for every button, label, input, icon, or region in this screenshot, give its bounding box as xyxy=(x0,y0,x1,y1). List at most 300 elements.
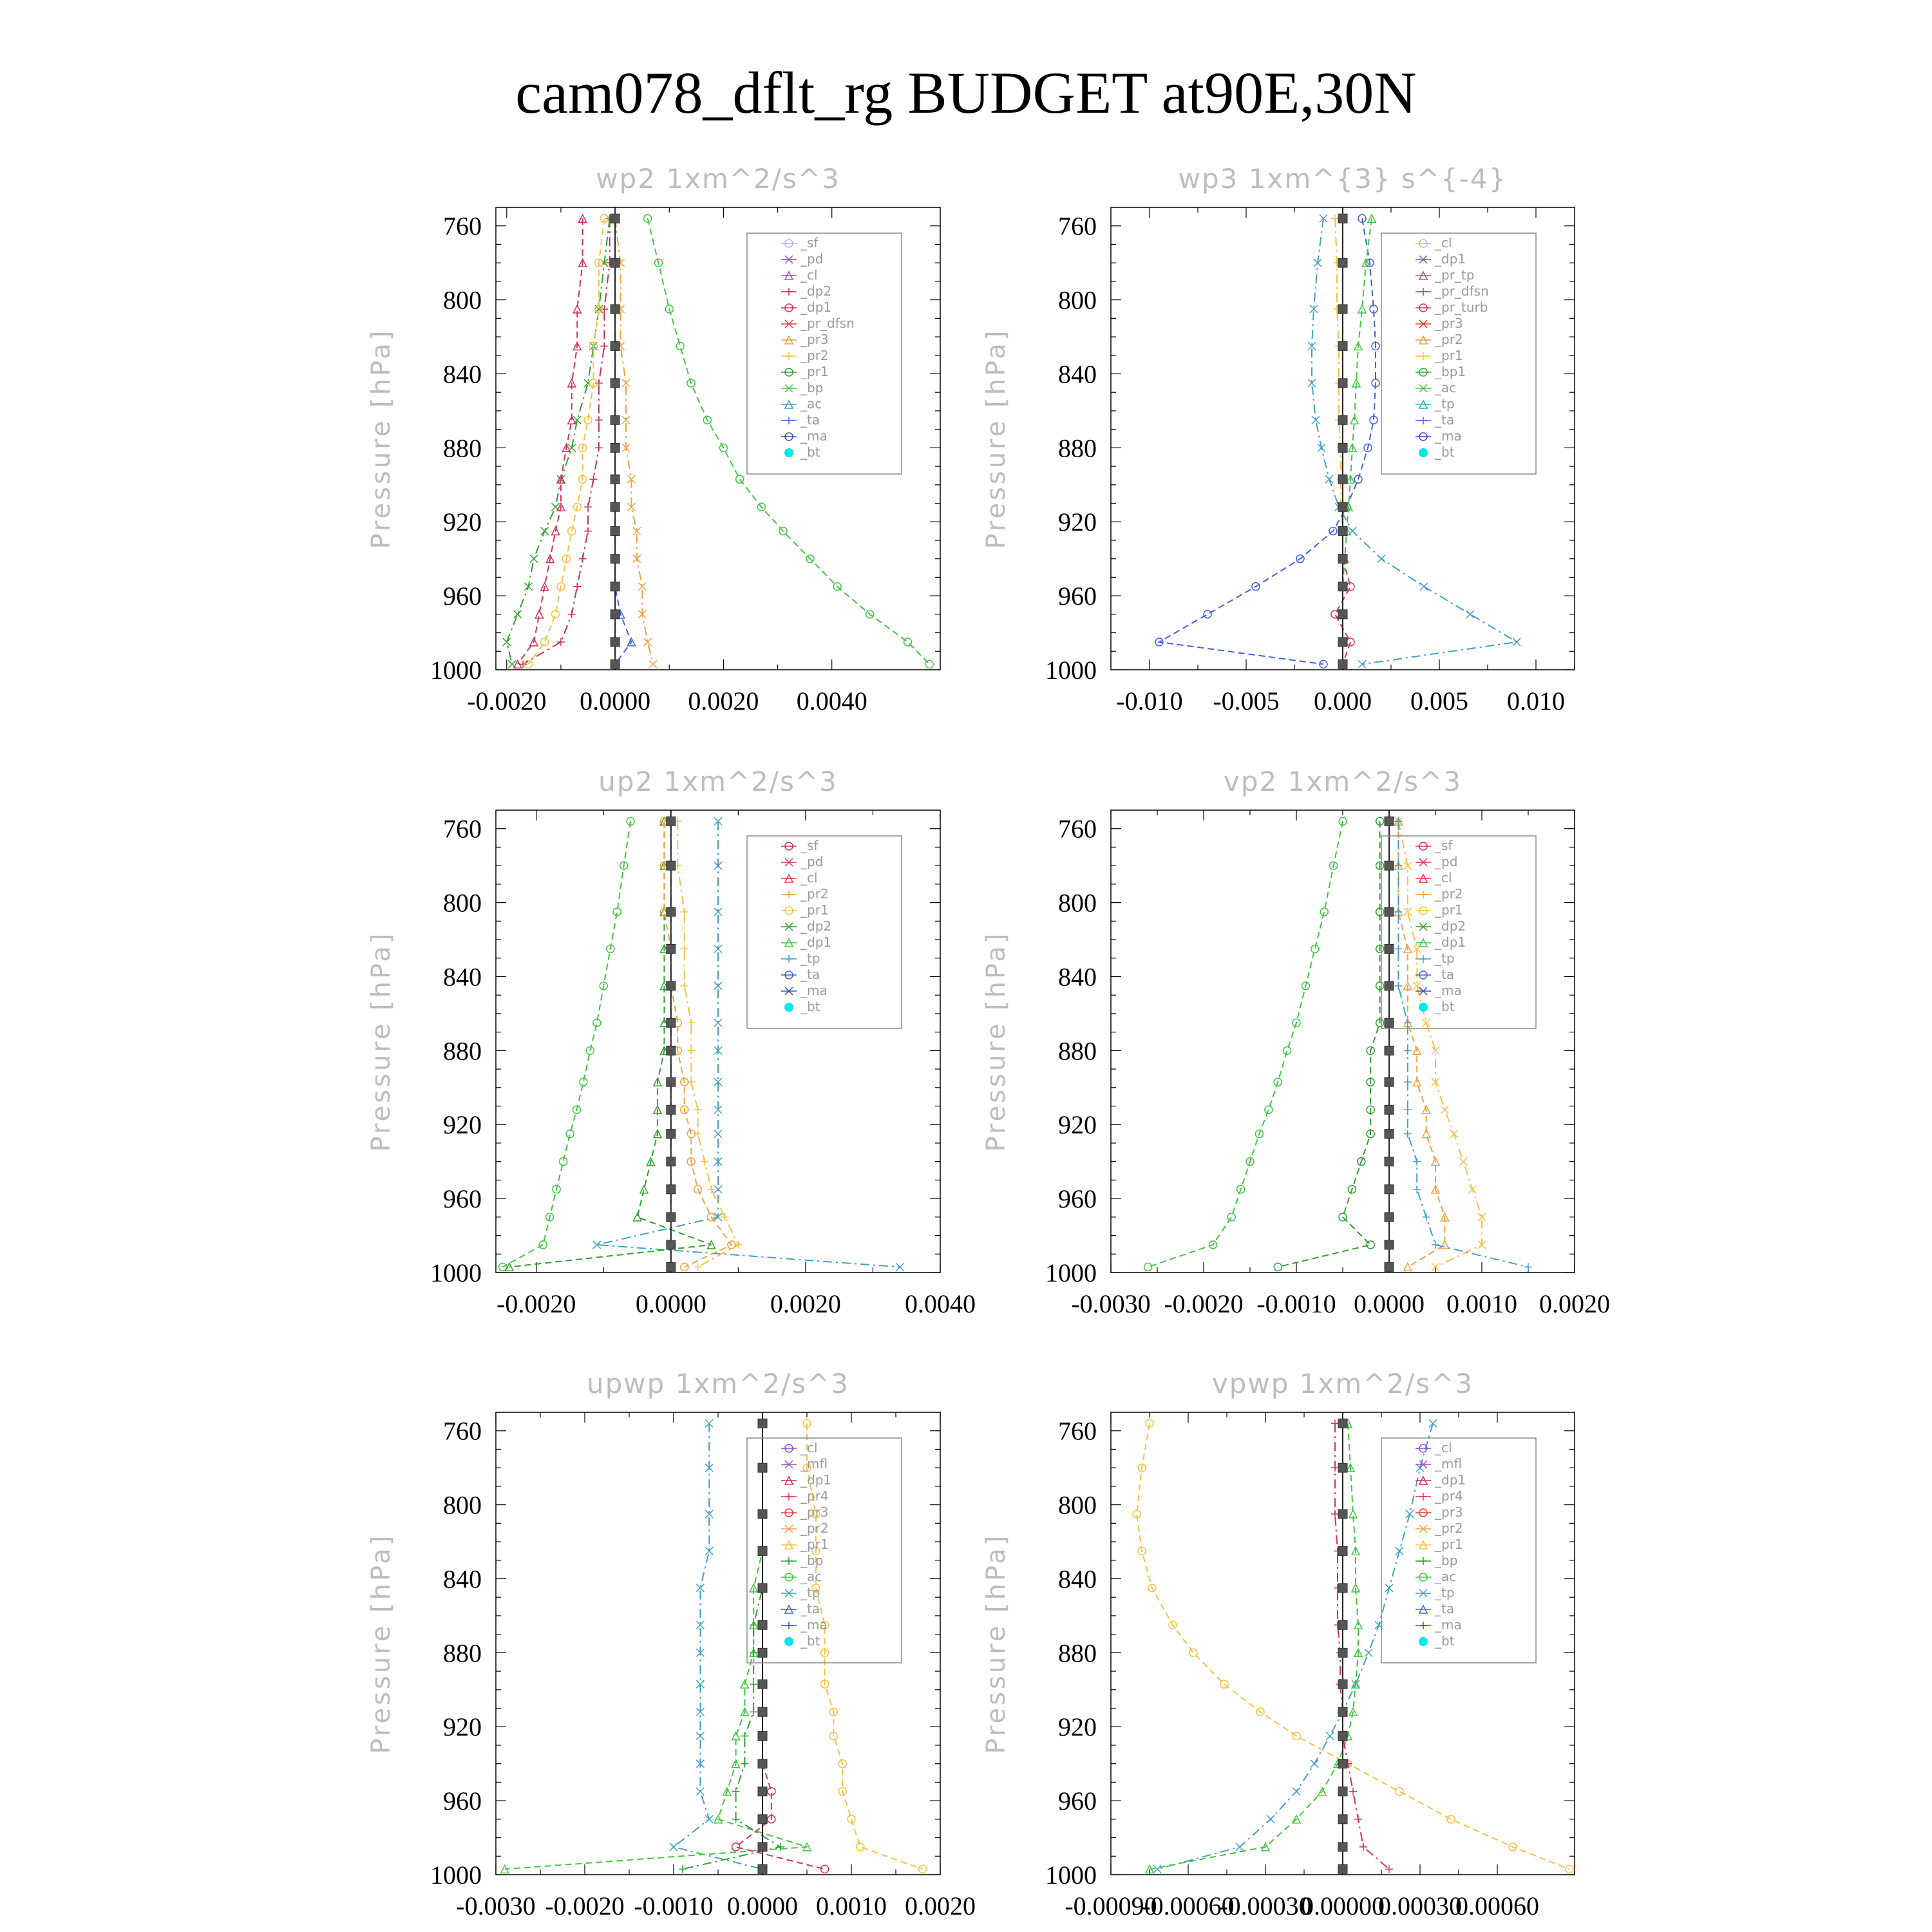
x-tick-label: 0.00000 xyxy=(1301,1891,1385,1920)
legend-label: _pr1 xyxy=(1435,348,1463,363)
data-point xyxy=(649,660,657,668)
data-point xyxy=(1338,554,1347,564)
data-point xyxy=(1338,475,1347,484)
data-point xyxy=(557,638,565,646)
data-point xyxy=(1293,1788,1300,1795)
data-point xyxy=(1419,352,1427,360)
data-point xyxy=(681,908,688,916)
legend-label: _pr4 xyxy=(1435,1488,1463,1504)
data-point xyxy=(611,475,620,484)
x-tick-label: 0.0040 xyxy=(796,687,867,715)
data-point xyxy=(696,1732,704,1740)
data-point xyxy=(1220,1680,1228,1688)
y-tick-label: 800 xyxy=(1058,1490,1097,1520)
y-tick-label: 1000 xyxy=(1045,1861,1097,1889)
data-point xyxy=(676,342,684,350)
y-tick-label: 760 xyxy=(1058,211,1097,241)
data-point xyxy=(785,891,793,898)
y-tick-label: 800 xyxy=(443,1490,482,1520)
y-tick-label: 1000 xyxy=(430,656,482,685)
data-point xyxy=(758,1707,767,1716)
data-point xyxy=(1354,1815,1362,1823)
data-point xyxy=(1338,1510,1347,1519)
legend-label: _cl xyxy=(800,1440,818,1455)
x-tick-label: -0.00060 xyxy=(1142,1891,1235,1920)
y-tick-label: 760 xyxy=(1058,814,1097,844)
data-point xyxy=(1385,1046,1394,1055)
y-tick-label: 920 xyxy=(443,507,482,537)
x-tick-label: 0.005 xyxy=(1410,687,1468,715)
data-point xyxy=(758,1620,767,1629)
data-point xyxy=(1394,982,1402,990)
data-point xyxy=(1236,1843,1244,1851)
data-point xyxy=(667,1185,676,1194)
data-point xyxy=(1441,1106,1448,1113)
legend-marker xyxy=(784,1637,793,1646)
x-tick-label: 0.00060 xyxy=(1455,1891,1539,1920)
data-point xyxy=(1423,1019,1430,1027)
x-tick-label: -0.0030 xyxy=(1071,1289,1151,1318)
data-point xyxy=(1338,1680,1347,1689)
legend-label: _ac xyxy=(1435,380,1457,395)
y-tick-label: 960 xyxy=(443,582,482,611)
y-axis-label: Pressure [hPa] xyxy=(366,328,396,549)
legend-label: _dp2 xyxy=(800,918,832,934)
legend-label: _ta xyxy=(1435,412,1455,428)
data-point xyxy=(611,502,620,511)
legend-marker xyxy=(1419,448,1428,457)
data-point xyxy=(1413,1158,1421,1166)
data-point xyxy=(758,1815,767,1824)
data-point xyxy=(896,1263,904,1271)
series-line-bp xyxy=(505,1423,807,1869)
data-point xyxy=(584,503,592,511)
data-point xyxy=(667,1105,676,1114)
legend-label: _bt xyxy=(1435,1633,1455,1649)
legend-label: _dp1 xyxy=(1435,1472,1466,1488)
y-tick-label: 960 xyxy=(443,1786,482,1816)
series-line-pr2 xyxy=(1137,1423,1569,1869)
x-tick-label: -0.0020 xyxy=(467,687,547,715)
data-point xyxy=(611,258,620,267)
data-point xyxy=(1432,1046,1439,1054)
data-point xyxy=(701,1158,708,1166)
legend-label: _bt xyxy=(800,1633,820,1649)
y-tick-label: 880 xyxy=(1058,1638,1097,1668)
data-point xyxy=(1419,955,1427,963)
data-point xyxy=(714,1186,722,1193)
data-point xyxy=(611,214,620,223)
data-point xyxy=(1420,583,1428,591)
data-point xyxy=(667,861,676,870)
y-axis-label: Pressure [hPa] xyxy=(981,931,1011,1152)
data-point xyxy=(1419,1493,1427,1501)
legend-label: _ta xyxy=(1435,967,1455,982)
data-point xyxy=(1331,611,1339,618)
data-point xyxy=(732,1788,740,1795)
series-line-bp xyxy=(1150,1423,1358,1869)
y-tick-label: 880 xyxy=(443,1036,482,1066)
data-point xyxy=(758,1419,767,1428)
y-tick-label: 920 xyxy=(1058,1110,1097,1140)
series-line-bp xyxy=(648,218,930,664)
data-point xyxy=(1144,1263,1152,1271)
data-point xyxy=(1385,944,1394,953)
data-point xyxy=(758,1759,767,1768)
data-point xyxy=(1331,1464,1339,1472)
data-point xyxy=(667,1262,676,1271)
data-point xyxy=(1347,583,1354,591)
data-point xyxy=(667,1018,676,1027)
data-point xyxy=(1338,415,1347,424)
legend-label: _cl xyxy=(1435,870,1452,886)
data-point xyxy=(750,1621,757,1629)
legend-label: _pr_dfsn xyxy=(800,316,855,331)
legend-label: _pr2 xyxy=(1435,1520,1463,1536)
data-point xyxy=(1404,1106,1412,1113)
data-point xyxy=(696,1788,704,1795)
data-point xyxy=(1404,1130,1412,1138)
y-tick-label: 960 xyxy=(443,1184,482,1214)
data-point xyxy=(1326,1732,1334,1740)
x-tick-label: 0.0020 xyxy=(905,1891,976,1920)
legend-label: _cl xyxy=(1435,1440,1452,1455)
x-tick-label: 0.0000 xyxy=(1354,1289,1425,1318)
panel-title: vp2 1xm^2/s^3 xyxy=(1224,766,1462,797)
legend-label: _ma xyxy=(800,428,828,444)
data-point xyxy=(541,527,549,535)
data-point xyxy=(1338,527,1347,536)
series-line-bp xyxy=(503,821,631,1267)
data-point xyxy=(1338,1463,1347,1472)
y-tick-label: 840 xyxy=(1058,962,1097,992)
legend-label: _dp1 xyxy=(1435,251,1466,267)
data-point xyxy=(1338,1648,1347,1657)
data-point xyxy=(589,475,597,483)
legend-label: _cl xyxy=(1435,235,1452,251)
y-tick-label: 760 xyxy=(443,1416,482,1446)
data-point xyxy=(1447,1815,1455,1823)
legend-label: _dp1 xyxy=(800,934,832,950)
data-point xyxy=(758,1680,767,1689)
legend-label: _bp1 xyxy=(1435,364,1466,379)
legend-label: _ac xyxy=(1435,1569,1457,1584)
legend-label: _tp xyxy=(1435,951,1455,966)
y-tick-label: 920 xyxy=(443,1110,482,1140)
y-tick-label: 920 xyxy=(443,1712,482,1742)
x-tick-label: -0.0030 xyxy=(456,1891,536,1920)
data-point xyxy=(821,1865,829,1873)
data-point xyxy=(1394,945,1402,952)
data-point xyxy=(595,416,603,424)
x-tick-label: -0.0020 xyxy=(545,1891,625,1920)
legend-label: _tp xyxy=(800,951,820,966)
legend-label: _ac xyxy=(800,396,822,412)
legend-label: _bp xyxy=(800,380,824,395)
data-point xyxy=(1338,1787,1347,1796)
data-point xyxy=(694,1263,702,1271)
legend-label: _pr2 xyxy=(800,1520,829,1536)
data-point xyxy=(708,1186,715,1193)
data-point xyxy=(1419,417,1427,424)
legend-label: _mfl xyxy=(1435,1456,1463,1472)
legend-label: _pr4 xyxy=(800,1488,829,1504)
data-point xyxy=(1331,1419,1339,1427)
data-point xyxy=(904,638,912,646)
legend-label: _pd xyxy=(1435,854,1458,869)
series-line-pr3 xyxy=(664,821,732,1267)
legend-label: _pr3 xyxy=(800,1504,829,1520)
x-tick-label: -0.010 xyxy=(1116,687,1183,715)
series-line-ac xyxy=(597,821,900,1267)
x-tick-label: -0.0010 xyxy=(1256,1289,1336,1318)
legend xyxy=(1381,233,1536,474)
y-tick-label: 800 xyxy=(443,285,482,315)
data-point xyxy=(667,1046,676,1055)
data-point xyxy=(1385,1157,1394,1166)
data-point xyxy=(1419,1557,1427,1565)
y-tick-label: 880 xyxy=(1058,433,1097,463)
legend-label: _ma xyxy=(800,1617,828,1633)
data-point xyxy=(1394,862,1402,869)
data-point xyxy=(1338,1707,1347,1716)
data-point xyxy=(1365,1649,1372,1656)
data-point xyxy=(508,660,516,668)
data-point xyxy=(785,417,793,424)
legend-label: _dp1 xyxy=(1435,934,1466,950)
data-point xyxy=(1338,582,1347,591)
data-point xyxy=(667,1130,676,1139)
data-point xyxy=(1385,981,1394,990)
y-tick-label: 1000 xyxy=(1045,1258,1097,1287)
data-point xyxy=(785,1622,793,1629)
data-point xyxy=(750,1649,757,1656)
data-point xyxy=(1419,891,1427,898)
x-tick-label: 0.0000 xyxy=(635,1289,706,1318)
y-tick-label: 1000 xyxy=(430,1258,482,1287)
legend xyxy=(1381,1438,1536,1663)
data-point xyxy=(573,583,581,591)
data-point xyxy=(1423,1213,1430,1221)
data-point xyxy=(1338,1584,1347,1593)
data-point xyxy=(1413,1186,1421,1193)
data-point xyxy=(1385,1262,1394,1271)
legend-label: _dp1 xyxy=(800,299,832,315)
data-point xyxy=(579,555,587,563)
data-point xyxy=(611,554,620,564)
panel-title: up2 1xm^2/s^3 xyxy=(598,766,838,797)
data-point xyxy=(758,1463,767,1472)
data-point xyxy=(758,1842,767,1852)
legend xyxy=(747,233,902,474)
panel-title: vpwp 1xm^2/s^3 xyxy=(1211,1368,1474,1399)
series-line-ac xyxy=(1398,821,1528,1267)
legend-marker xyxy=(784,448,793,457)
legend-label: _bt xyxy=(800,999,820,1014)
series-line-pr1 xyxy=(1278,821,1379,1267)
data-point xyxy=(1338,1546,1347,1555)
data-point xyxy=(758,1864,767,1873)
x-tick-label: 0.0020 xyxy=(770,1289,841,1318)
panel-5 xyxy=(366,1368,976,1920)
panel-4 xyxy=(981,766,1610,1318)
panel-3 xyxy=(366,766,976,1318)
series-line-pr2 xyxy=(529,218,605,664)
data-point xyxy=(552,503,560,511)
legend-label: _sf xyxy=(800,235,819,251)
data-point xyxy=(1385,1077,1394,1086)
data-point xyxy=(721,1213,728,1221)
data-point xyxy=(1347,638,1354,646)
legend-label: _ma xyxy=(1435,428,1462,444)
data-point xyxy=(611,443,620,452)
series-line-pr1 xyxy=(683,1423,781,1869)
x-tick-label: 0.0040 xyxy=(905,1289,976,1318)
data-point xyxy=(670,1843,677,1851)
data-point xyxy=(1459,1158,1467,1166)
y-tick-label: 840 xyxy=(1058,1564,1097,1594)
data-point xyxy=(1385,1105,1394,1114)
data-point xyxy=(667,1157,676,1166)
data-point xyxy=(1385,1130,1394,1139)
data-point xyxy=(750,1708,757,1716)
legend-label: _pr2 xyxy=(1435,886,1463,902)
data-point xyxy=(1331,214,1339,222)
legend-label: _dp1 xyxy=(800,1472,832,1488)
data-point xyxy=(1406,1510,1414,1518)
legend-label: _bt xyxy=(1435,444,1455,460)
data-point xyxy=(611,415,620,424)
data-point xyxy=(1204,611,1211,618)
x-tick-label: 0.0010 xyxy=(1446,1289,1517,1318)
data-point xyxy=(785,352,793,360)
legend-label: _tp xyxy=(1435,396,1455,412)
y-tick-label: 880 xyxy=(443,433,482,463)
data-point xyxy=(611,305,620,314)
x-tick-label: -0.00030 xyxy=(1219,1891,1312,1920)
data-point xyxy=(1338,443,1347,452)
data-point xyxy=(1429,1419,1437,1427)
y-axis-label: Pressure [hPa] xyxy=(981,1533,1011,1754)
y-tick-label: 880 xyxy=(443,1638,482,1668)
legend-label: _pr3 xyxy=(800,332,829,347)
data-point xyxy=(714,982,722,990)
legend-marker xyxy=(1419,1003,1428,1012)
data-point xyxy=(750,1680,757,1688)
data-point xyxy=(1349,1788,1357,1795)
x-tick-label: -0.0020 xyxy=(1164,1289,1244,1318)
data-point xyxy=(1338,305,1347,314)
data-point xyxy=(1394,908,1402,916)
series-line-pr2 xyxy=(677,821,738,1267)
legend-label: _pr1 xyxy=(800,902,829,918)
series-line-ac xyxy=(674,1423,762,1869)
data-point xyxy=(681,945,688,952)
data-point xyxy=(1338,1732,1347,1741)
data-point xyxy=(611,582,620,591)
data-point xyxy=(687,1046,695,1054)
panel-2 xyxy=(981,163,1575,715)
y-tick-label: 840 xyxy=(443,359,482,389)
series-group xyxy=(503,207,933,670)
data-point xyxy=(741,1732,748,1740)
data-point xyxy=(1385,1584,1393,1592)
y-tick-label: 1000 xyxy=(1045,656,1097,685)
data-point xyxy=(514,611,522,618)
legend-label: _pr2 xyxy=(800,348,829,363)
y-tick-label: 840 xyxy=(443,1564,482,1594)
legend xyxy=(747,1438,902,1663)
legend-label: _ta xyxy=(1435,1601,1455,1616)
legend-label: _cl xyxy=(800,870,818,886)
data-point xyxy=(1432,1241,1439,1249)
data-point xyxy=(584,527,592,535)
data-point xyxy=(1450,1130,1458,1138)
data-point xyxy=(1419,288,1427,296)
series-line-bp xyxy=(1343,218,1372,664)
legend-label: _tp xyxy=(800,1585,820,1600)
data-point xyxy=(1385,817,1394,826)
x-tick-label: 0.0000 xyxy=(727,1891,798,1920)
legend-label: _pr2 xyxy=(800,886,829,902)
data-point xyxy=(1404,1263,1412,1271)
x-tick-label: 0.010 xyxy=(1507,687,1565,715)
y-tick-label: 840 xyxy=(1058,359,1097,389)
data-point xyxy=(611,638,620,647)
data-point xyxy=(1338,379,1347,388)
x-tick-label: 0.0000 xyxy=(580,687,651,715)
legend-label: _mfl xyxy=(800,1456,828,1472)
legend-label: _pr1 xyxy=(800,364,829,379)
y-axis-label: Pressure [hPa] xyxy=(366,1533,396,1754)
data-point xyxy=(758,1510,767,1519)
y-tick-label: 840 xyxy=(443,962,482,992)
legend-label: _pr1 xyxy=(800,1537,829,1552)
legend-label: _pr3 xyxy=(1435,316,1463,331)
data-point xyxy=(758,1787,767,1796)
data-point xyxy=(758,1648,767,1657)
data-point xyxy=(541,638,549,646)
data-point xyxy=(1311,945,1319,952)
data-point xyxy=(611,379,620,388)
legend-label: _pr1 xyxy=(1435,902,1463,918)
data-point xyxy=(1396,1788,1403,1795)
data-point xyxy=(679,1865,687,1873)
panel-1 xyxy=(366,163,940,715)
data-point xyxy=(681,982,688,990)
data-point xyxy=(1227,1213,1235,1221)
y-axis-label: Pressure [hPa] xyxy=(981,328,1011,549)
series-group xyxy=(1133,1412,1573,1875)
legend-label: _sf xyxy=(1435,838,1453,853)
legend-label: _pd xyxy=(800,854,824,869)
data-point xyxy=(667,907,676,916)
data-point xyxy=(1325,475,1333,483)
data-point xyxy=(1338,1864,1347,1873)
data-point xyxy=(1524,1263,1532,1271)
data-point xyxy=(687,1019,695,1027)
data-point xyxy=(785,1557,793,1565)
data-point xyxy=(1513,638,1520,646)
series-line-ta xyxy=(615,218,631,664)
x-tick-label: -0.00090 xyxy=(1065,1891,1157,1920)
panel-title: upwp 1xm^2/s^3 xyxy=(587,1368,849,1399)
legend-label: _dp2 xyxy=(1435,918,1466,934)
series-line-ac xyxy=(1157,1423,1433,1869)
data-point xyxy=(611,527,620,536)
data-point xyxy=(1419,1622,1427,1629)
data-point xyxy=(611,610,620,619)
